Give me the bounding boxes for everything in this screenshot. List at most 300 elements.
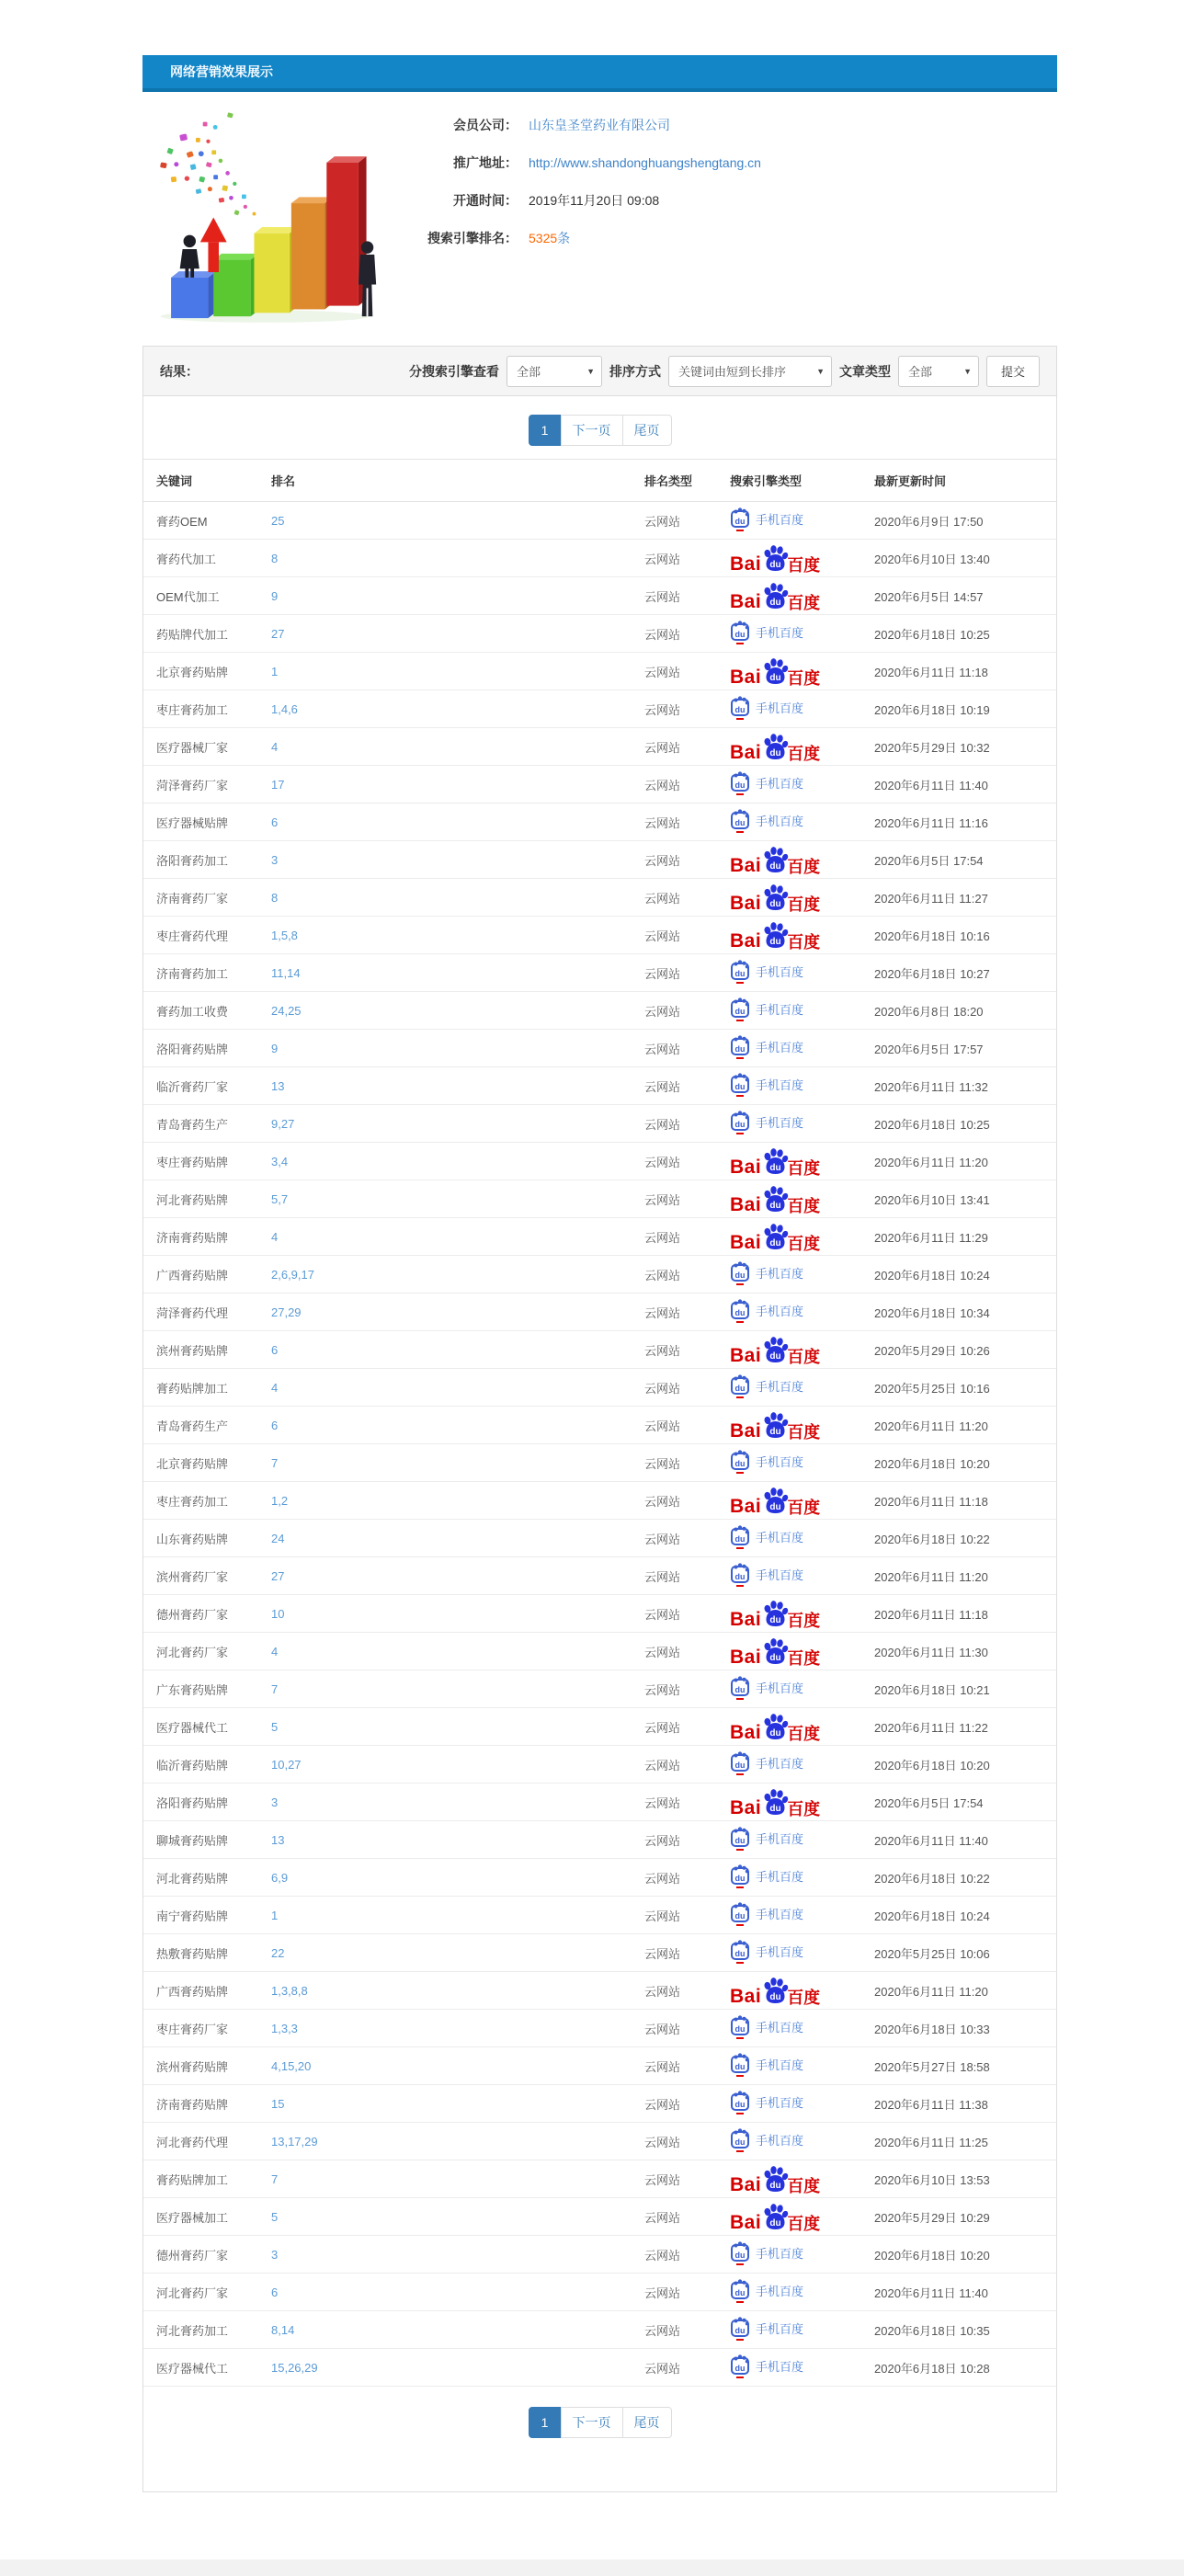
rank-link[interactable]: 27 xyxy=(271,1568,285,1583)
rank-link[interactable]: 9 xyxy=(271,1041,279,1055)
keyword-cell: 北京膏药贴牌 xyxy=(143,653,264,690)
baidu-logo[interactable] xyxy=(730,1599,820,1629)
engine-cell xyxy=(723,690,867,728)
update-time-cell: 2020年6月11日 11:18 xyxy=(867,1595,1056,1633)
update-time-cell: 2020年6月11日 11:20 xyxy=(867,1407,1056,1444)
svg-text:du: du xyxy=(734,1271,746,1280)
mobile-baidu-badge[interactable] xyxy=(730,2316,803,2341)
results-table xyxy=(143,459,1056,2387)
engine-cell xyxy=(723,917,867,954)
mobile-baidu-badge[interactable] xyxy=(730,770,803,795)
table-row xyxy=(143,615,1056,653)
engine-cell xyxy=(723,1784,867,1821)
mobile-baidu-label: 手机百度 xyxy=(756,1267,804,1281)
mobile-baidu-badge[interactable] xyxy=(730,2052,803,2077)
rank-link[interactable]: 5 xyxy=(271,2209,279,2224)
mobile-baidu-icon xyxy=(730,1864,750,1888)
baidu-logo[interactable] xyxy=(730,2164,820,2194)
table-row xyxy=(143,1708,1056,1746)
rank-cell xyxy=(264,615,637,653)
rank-cell xyxy=(264,766,637,804)
keyword-cell: 医疗器械贴牌 xyxy=(143,804,264,841)
page-footer-band xyxy=(0,2559,1184,2576)
update-time-cell: 2020年6月8日 18:20 xyxy=(867,992,1056,1030)
update-time-cell: 2020年6月11日 11:22 xyxy=(867,1708,1056,1746)
mobile-baidu-badge[interactable] xyxy=(730,1110,803,1134)
mobile-baidu-badge[interactable] xyxy=(730,1826,803,1851)
keyword-cell: 滨州膏药贴牌 xyxy=(143,2047,264,2085)
mobile-baidu-badge[interactable] xyxy=(730,2014,803,2039)
rank-link[interactable]: 8,14 xyxy=(271,2322,295,2337)
svg-text:du: du xyxy=(734,2288,746,2297)
sort-select-value: 关键词由短到长排序 xyxy=(677,365,786,379)
caret-down-icon: ▼ xyxy=(963,366,972,376)
rank-link[interactable]: 4 xyxy=(271,739,279,754)
svg-text:du: du xyxy=(734,1572,746,1581)
svg-text:du: du xyxy=(734,1007,746,1016)
last-page-button[interactable]: 尾页 xyxy=(622,2407,672,2438)
rank-type-cell: 云网站 xyxy=(637,1369,723,1407)
update-time-cell: 2020年6月18日 10:34 xyxy=(867,1294,1056,1331)
engine-cell xyxy=(723,2160,867,2198)
baidu-logo[interactable] xyxy=(730,1410,820,1441)
page-title-bar xyxy=(142,55,1057,92)
baidu-bai-text: Bai xyxy=(730,2211,762,2233)
rank-link[interactable]: 27 xyxy=(271,626,285,641)
svg-text:du: du xyxy=(734,2137,746,2147)
keyword-cell: 河北膏药厂家 xyxy=(143,1633,264,1670)
engine-cell xyxy=(723,728,867,766)
baidu-bai-text: Bai xyxy=(730,1495,762,1517)
baidu-logo[interactable] xyxy=(730,1712,820,1742)
update-time-cell: 2020年6月18日 10:28 xyxy=(867,2349,1056,2387)
baidu-cn-text: 百度 xyxy=(787,895,821,914)
rank-link[interactable]: 27,29 xyxy=(271,1305,302,1319)
mobile-baidu-icon xyxy=(730,1750,750,1775)
mobile-baidu-badge[interactable] xyxy=(730,1562,803,1587)
rank-link[interactable]: 24 xyxy=(271,1531,285,1545)
baidu-logo[interactable] xyxy=(730,883,820,913)
column-header-engine-type: 搜索引擎类型 xyxy=(723,460,867,502)
mobile-baidu-icon xyxy=(730,1298,750,1323)
svg-text:du: du xyxy=(734,781,746,790)
update-time-cell: 2020年6月11日 11:20 xyxy=(867,1972,1056,2010)
rank-link[interactable]: 24,25 xyxy=(271,1003,302,1018)
rank-link[interactable]: 4,15,20 xyxy=(271,2058,312,2073)
mobile-baidu-badge[interactable] xyxy=(730,1260,803,1285)
rank-link[interactable]: 13 xyxy=(271,1832,285,1847)
baidu-logo[interactable] xyxy=(730,1146,820,1177)
baidu-bai-text: Bai xyxy=(730,854,762,876)
rank-type-cell: 云网站 xyxy=(637,879,723,917)
update-time-cell: 2020年6月18日 10:27 xyxy=(867,954,1056,992)
baidu-logo[interactable] xyxy=(730,1222,820,1252)
promotion-url-link[interactable]: http://www.shandonghuangshengtang.cn xyxy=(529,155,761,170)
rank-cell xyxy=(264,2160,637,2198)
update-time-cell: 2020年6月11日 11:18 xyxy=(867,653,1056,690)
svg-text:du: du xyxy=(769,1426,781,1437)
table-row xyxy=(143,804,1056,841)
baidu-logo[interactable] xyxy=(730,1976,820,2006)
rank-link[interactable]: 3 xyxy=(271,852,279,867)
mobile-baidu-icon xyxy=(730,808,750,833)
rank-link[interactable]: 13,17,29 xyxy=(271,2134,318,2149)
engine-cell xyxy=(723,1821,867,1859)
baidu-paw-icon xyxy=(760,845,790,873)
company-link[interactable]: 山东皇圣堂药业有限公司 xyxy=(529,118,670,132)
rank-link[interactable]: 3 xyxy=(271,1795,279,1809)
field-ranking-count xyxy=(380,229,761,247)
mobile-baidu-label: 手机百度 xyxy=(756,2134,804,2148)
rank-link[interactable]: 1 xyxy=(271,664,279,678)
baidu-logo[interactable] xyxy=(730,920,820,951)
baidu-logo[interactable] xyxy=(730,2202,820,2232)
rank-cell xyxy=(264,954,637,992)
rank-type-cell: 云网站 xyxy=(637,1784,723,1821)
engine-select[interactable] xyxy=(507,356,602,387)
rank-link[interactable]: 5,7 xyxy=(271,1191,289,1206)
rank-link[interactable]: 6 xyxy=(271,1418,279,1432)
mobile-baidu-badge[interactable] xyxy=(730,1864,803,1888)
update-time-cell: 2020年6月18日 10:25 xyxy=(867,1105,1056,1143)
mobile-baidu-label: 手机百度 xyxy=(756,1908,804,1921)
rank-type-cell: 云网站 xyxy=(637,1444,723,1482)
keyword-cell: 洛阳膏药贴牌 xyxy=(143,1030,264,1067)
keyword-cell: 济南膏药贴牌 xyxy=(143,2085,264,2123)
mobile-baidu-badge[interactable] xyxy=(730,620,803,644)
mobile-baidu-badge[interactable] xyxy=(730,695,803,720)
mobile-baidu-badge[interactable] xyxy=(730,2090,803,2114)
mobile-baidu-icon xyxy=(730,2127,750,2152)
rank-type-cell: 云网站 xyxy=(637,1294,723,1331)
table-row xyxy=(143,1859,1056,1897)
update-time-cell: 2020年6月11日 11:38 xyxy=(867,2085,1056,2123)
table-row xyxy=(143,1482,1056,1520)
rank-link[interactable]: 17 xyxy=(271,777,285,792)
keyword-cell: 河北膏药贴牌 xyxy=(143,1180,264,1218)
mobile-baidu-badge[interactable] xyxy=(730,1750,803,1775)
rank-cell xyxy=(264,1934,637,1972)
rank-cell xyxy=(264,1784,637,1821)
mobile-baidu-label: 手机百度 xyxy=(756,1078,804,1092)
baidu-paw-icon xyxy=(760,543,790,572)
rank-link[interactable]: 7 xyxy=(271,2171,279,2186)
svg-text:du: du xyxy=(769,672,781,683)
rank-cell xyxy=(264,1030,637,1067)
engine-cell xyxy=(723,1331,867,1369)
svg-text:du: du xyxy=(769,1652,781,1663)
baidu-bai-text: Bai xyxy=(730,553,762,575)
svg-text:du: du xyxy=(734,818,746,827)
rank-link[interactable]: 10 xyxy=(271,1606,285,1621)
baidu-cn-text: 百度 xyxy=(787,1498,821,1517)
keyword-cell: 医疗器械加工 xyxy=(143,2198,264,2236)
baidu-bai-text: Bai xyxy=(730,2173,762,2195)
svg-text:du: du xyxy=(769,1727,781,1738)
rank-link[interactable]: 8 xyxy=(271,890,279,905)
baidu-logo[interactable] xyxy=(730,1335,820,1365)
rank-cell xyxy=(264,540,637,577)
rank-link[interactable]: 6 xyxy=(271,815,279,829)
page-1-button[interactable]: 1 xyxy=(529,2407,562,2438)
svg-text:du: du xyxy=(734,1082,746,1091)
engine-cell xyxy=(723,1180,867,1218)
rank-type-cell: 云网站 xyxy=(637,1482,723,1520)
table-row xyxy=(143,690,1056,728)
page-1-button[interactable]: 1 xyxy=(529,415,562,446)
column-header-rank: 排名 xyxy=(264,460,637,502)
rank-link[interactable]: 8 xyxy=(271,551,279,565)
rank-cell xyxy=(264,2236,637,2274)
update-time-cell: 2020年6月18日 10:24 xyxy=(867,1256,1056,1294)
submit-button[interactable]: 提交 xyxy=(986,356,1040,387)
baidu-paw-icon xyxy=(760,1599,790,1627)
rank-link[interactable]: 9,27 xyxy=(271,1116,295,1131)
update-time-cell: 2020年6月18日 10:22 xyxy=(867,1859,1056,1897)
rank-type-cell: 云网站 xyxy=(637,766,723,804)
table-row xyxy=(143,2236,1056,2274)
update-time-cell: 2020年6月5日 17:54 xyxy=(867,1784,1056,1821)
baidu-logo[interactable] xyxy=(730,581,820,611)
mobile-baidu-icon xyxy=(730,1072,750,1097)
rank-link[interactable]: 11,14 xyxy=(271,965,301,980)
rank-type-cell: 云网站 xyxy=(637,2047,723,2085)
table-row xyxy=(143,1407,1056,1444)
rank-link[interactable]: 3,4 xyxy=(271,1154,289,1168)
rank-link[interactable]: 4 xyxy=(271,1380,279,1395)
keyword-cell: 聊城膏药贴牌 xyxy=(143,1821,264,1859)
rank-link[interactable]: 1,4,6 xyxy=(271,701,298,716)
mobile-baidu-badge[interactable] xyxy=(730,1034,803,1059)
mobile-baidu-badge[interactable] xyxy=(730,1524,803,1549)
engine-cell xyxy=(723,1256,867,1294)
engine-cell xyxy=(723,2010,867,2047)
svg-text:du: du xyxy=(734,1120,746,1129)
update-time-cell: 2020年6月18日 10:20 xyxy=(867,1746,1056,1784)
update-time-cell: 2020年6月11日 11:25 xyxy=(867,2123,1056,2160)
rank-type-cell: 云网站 xyxy=(637,1897,723,1934)
rank-link[interactable]: 10,27 xyxy=(271,1757,302,1772)
svg-text:du: du xyxy=(734,630,746,639)
rank-link[interactable]: 7 xyxy=(271,1455,279,1470)
mobile-baidu-badge[interactable] xyxy=(730,1939,803,1964)
mobile-baidu-badge[interactable] xyxy=(730,1298,803,1323)
rank-type-cell: 云网站 xyxy=(637,1331,723,1369)
keyword-cell: 膏药代加工 xyxy=(143,540,264,577)
next-page-button[interactable]: 下一页 xyxy=(561,415,623,446)
last-page-button[interactable]: 尾页 xyxy=(622,415,672,446)
mobile-baidu-icon xyxy=(730,1562,750,1587)
update-time-cell: 2020年6月11日 11:32 xyxy=(867,1067,1056,1105)
rank-link[interactable]: 1 xyxy=(271,1908,279,1922)
column-header-rank-type: 排名类型 xyxy=(637,460,723,502)
rank-type-cell: 云网站 xyxy=(637,728,723,766)
rank-link[interactable]: 3 xyxy=(271,2247,279,2262)
table-row xyxy=(143,1331,1056,1369)
keyword-cell: 河北膏药加工 xyxy=(143,2311,264,2349)
baidu-logo[interactable] xyxy=(730,845,820,875)
table-row xyxy=(143,1180,1056,1218)
rank-cell xyxy=(264,1407,637,1444)
table-row xyxy=(143,766,1056,804)
svg-text:du: du xyxy=(734,2062,746,2071)
mobile-baidu-label: 手机百度 xyxy=(756,1305,804,1318)
svg-text:du: du xyxy=(734,1384,746,1393)
company-label: 会员公司： xyxy=(453,118,518,132)
svg-text:du: du xyxy=(734,1044,746,1054)
mobile-baidu-badge[interactable] xyxy=(730,1675,803,1700)
open-time-value: 2019年11月20日 09:08 xyxy=(529,193,660,208)
rank-cell xyxy=(264,917,637,954)
update-time-cell: 2020年6月18日 10:20 xyxy=(867,2236,1056,2274)
baidu-logo[interactable] xyxy=(730,543,820,574)
baidu-logo[interactable] xyxy=(730,1486,820,1516)
keyword-cell: 北京膏药贴牌 xyxy=(143,1444,264,1482)
update-time-cell: 2020年6月18日 10:20 xyxy=(867,1444,1056,1482)
svg-text:du: du xyxy=(769,1162,781,1173)
baidu-cn-text: 百度 xyxy=(787,2176,821,2195)
rank-type-cell: 云网站 xyxy=(637,841,723,879)
engine-cell xyxy=(723,577,867,615)
rank-link[interactable]: 22 xyxy=(271,1945,285,1960)
rank-type-cell: 云网站 xyxy=(637,577,723,615)
engine-cell xyxy=(723,954,867,992)
baidu-logo[interactable] xyxy=(730,1636,820,1667)
rank-link[interactable]: 13 xyxy=(271,1078,285,1093)
rank-link[interactable]: 6,9 xyxy=(271,1870,289,1885)
engine-cell xyxy=(723,2123,867,2160)
rank-cell xyxy=(264,2311,637,2349)
rank-link[interactable]: 9 xyxy=(271,588,279,603)
update-time-cell: 2020年6月10日 13:40 xyxy=(867,540,1056,577)
table-row xyxy=(143,2311,1056,2349)
baidu-logo[interactable] xyxy=(730,1787,820,1818)
mobile-baidu-badge[interactable] xyxy=(730,808,803,833)
svg-text:du: du xyxy=(734,1459,746,1468)
table-row xyxy=(143,917,1056,954)
mobile-baidu-badge[interactable] xyxy=(730,507,803,531)
update-time-cell: 2020年6月18日 10:16 xyxy=(867,917,1056,954)
next-page-button[interactable]: 下一页 xyxy=(561,2407,623,2438)
article-type-select[interactable] xyxy=(898,356,979,387)
update-time-cell: 2020年5月29日 10:26 xyxy=(867,1331,1056,1369)
mobile-baidu-badge[interactable] xyxy=(730,1373,803,1398)
engine-cell xyxy=(723,879,867,917)
table-row xyxy=(143,1934,1056,1972)
mobile-baidu-icon xyxy=(730,1110,750,1134)
mobile-baidu-badge[interactable] xyxy=(730,2354,803,2378)
rank-link[interactable]: 1,3,3 xyxy=(271,2021,298,2035)
rank-cell xyxy=(264,1520,637,1557)
update-time-cell: 2020年6月11日 11:20 xyxy=(867,1143,1056,1180)
sort-select[interactable] xyxy=(668,356,832,387)
update-time-cell: 2020年6月10日 13:41 xyxy=(867,1180,1056,1218)
mobile-baidu-badge[interactable] xyxy=(730,1072,803,1097)
engine-cell xyxy=(723,2349,867,2387)
result-label: 结果： xyxy=(160,363,199,379)
rank-link[interactable]: 2,6,9,17 xyxy=(271,1267,314,1282)
mobile-baidu-label: 手机百度 xyxy=(756,2058,804,2072)
engine-cell xyxy=(723,2198,867,2236)
mobile-baidu-badge[interactable] xyxy=(730,997,803,1021)
engine-cell xyxy=(723,615,867,653)
rank-cell xyxy=(264,1143,637,1180)
rank-link[interactable]: 6 xyxy=(271,1342,279,1357)
rank-cell xyxy=(264,2349,637,2387)
mobile-baidu-badge[interactable] xyxy=(730,2240,803,2265)
keyword-cell: 河北膏药厂家 xyxy=(143,2274,264,2311)
rank-link[interactable]: 5 xyxy=(271,1719,279,1734)
rank-link[interactable]: 1,3,8,8 xyxy=(271,1983,308,1998)
mobile-baidu-badge[interactable] xyxy=(730,1901,803,1926)
rank-link[interactable]: 1,5,8 xyxy=(271,928,298,942)
rank-link[interactable]: 1,2 xyxy=(271,1493,289,1508)
update-time-cell: 2020年6月11日 11:18 xyxy=(867,1482,1056,1520)
baidu-bai-text: Bai xyxy=(730,1721,762,1743)
rank-cell xyxy=(264,1444,637,1482)
mobile-baidu-badge[interactable] xyxy=(730,959,803,984)
mobile-baidu-label: 手机百度 xyxy=(756,2322,804,2336)
mobile-baidu-icon xyxy=(730,2090,750,2114)
baidu-paw-icon xyxy=(760,581,790,610)
rank-link[interactable]: 15,26,29 xyxy=(271,2360,318,2375)
rank-type-cell: 云网站 xyxy=(637,2236,723,2274)
rank-cell xyxy=(264,1180,637,1218)
mobile-baidu-badge[interactable] xyxy=(730,2278,803,2303)
rank-cell xyxy=(264,1633,637,1670)
svg-text:du: du xyxy=(769,898,781,909)
mobile-baidu-label: 手机百度 xyxy=(756,1041,804,1054)
rank-link[interactable]: 6 xyxy=(271,2285,279,2299)
table-row xyxy=(143,2349,1056,2387)
open-time-label: 开通时间： xyxy=(453,193,518,208)
table-header-row xyxy=(143,460,1056,502)
baidu-logo[interactable] xyxy=(730,1184,820,1214)
rank-type-cell: 云网站 xyxy=(637,1067,723,1105)
member-fields xyxy=(380,107,761,333)
rank-link[interactable]: 4 xyxy=(271,1644,279,1658)
engine-cell xyxy=(723,1633,867,1670)
baidu-bai-text: Bai xyxy=(730,1419,762,1442)
update-time-cell: 2020年6月18日 10:25 xyxy=(867,615,1056,653)
rank-type-cell: 云网站 xyxy=(637,1180,723,1218)
mobile-baidu-icon xyxy=(730,620,750,644)
page-title: 网络营销效果展示 xyxy=(170,64,273,79)
baidu-logo[interactable] xyxy=(730,732,820,762)
mobile-baidu-badge[interactable] xyxy=(730,2127,803,2152)
rank-link[interactable]: 25 xyxy=(271,513,285,528)
baidu-paw-icon xyxy=(760,1410,790,1439)
keyword-cell: 菏泽膏药代理 xyxy=(143,1294,264,1331)
baidu-bai-text: Bai xyxy=(730,1646,762,1668)
rank-cell xyxy=(264,1105,637,1143)
rank-type-cell: 云网站 xyxy=(637,502,723,540)
update-time-cell: 2020年5月29日 10:32 xyxy=(867,728,1056,766)
rank-link[interactable]: 15 xyxy=(271,2096,285,2111)
rank-link[interactable]: 7 xyxy=(271,1681,279,1696)
engine-cell xyxy=(723,1482,867,1520)
table-row xyxy=(143,2160,1056,2198)
keyword-cell: 膏药贴牌加工 xyxy=(143,2160,264,2198)
baidu-logo[interactable] xyxy=(730,656,820,687)
mobile-baidu-label: 手机百度 xyxy=(756,2021,804,2035)
mobile-baidu-badge[interactable] xyxy=(730,1449,803,1474)
update-time-cell: 2020年6月18日 10:35 xyxy=(867,2311,1056,2349)
baidu-cn-text: 百度 xyxy=(787,932,821,952)
rank-cell xyxy=(264,1218,637,1256)
rank-link[interactable]: 4 xyxy=(271,1229,279,1244)
update-time-cell: 2020年6月11日 11:20 xyxy=(867,1557,1056,1595)
